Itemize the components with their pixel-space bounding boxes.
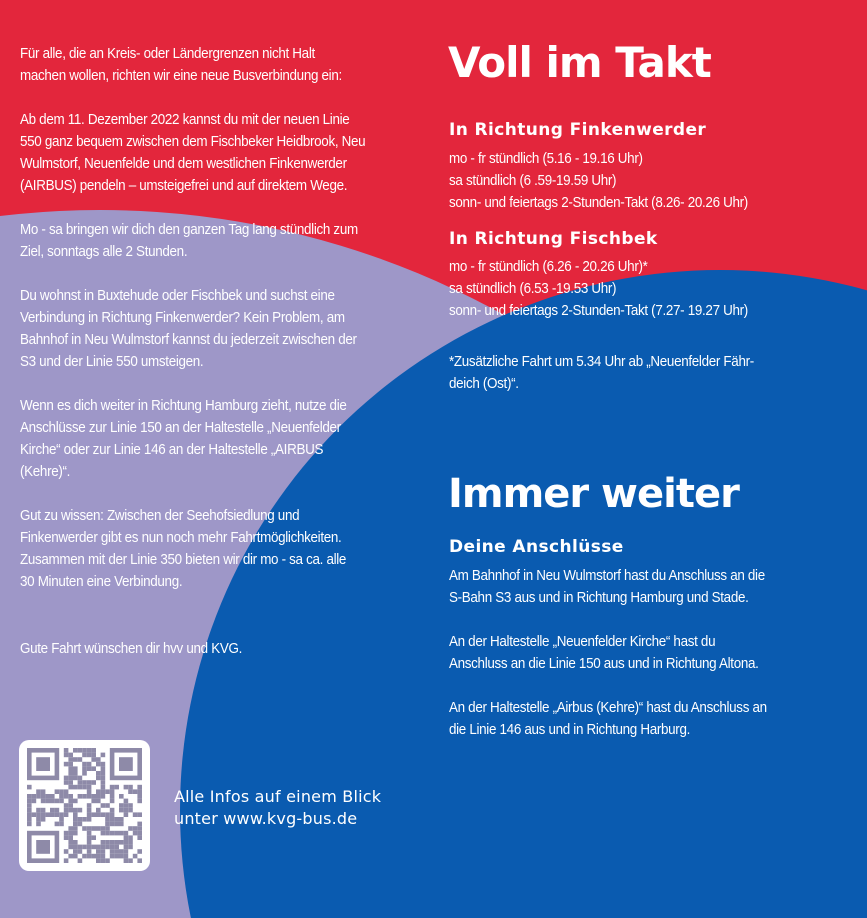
qr-module <box>110 812 115 817</box>
qr-module <box>87 840 92 845</box>
info-text: Alle Infos auf einem Blick unter www.kvg-bus.de <box>174 787 382 828</box>
qr-module <box>119 831 124 836</box>
qr-module <box>96 757 101 762</box>
qr-module <box>68 808 73 813</box>
qr-module <box>78 776 83 781</box>
qr-module <box>82 817 87 822</box>
qr-module <box>73 785 78 790</box>
qr-module <box>64 753 69 758</box>
intro-column <box>20 43 416 615</box>
qr-module <box>101 849 106 854</box>
qr-module <box>82 826 87 831</box>
qr-module <box>124 812 129 817</box>
qr-module <box>82 854 87 859</box>
qr-module <box>64 803 69 808</box>
qr-module <box>101 803 106 808</box>
qr-module <box>64 808 69 813</box>
qr-module <box>101 776 106 781</box>
qr-module <box>41 817 46 822</box>
qr-module <box>27 785 32 790</box>
qr-module <box>114 817 119 822</box>
direction-finkenwerder-heading: In Richtung Finkenwerder <box>449 120 707 140</box>
qr-module <box>36 822 41 827</box>
qr-module <box>68 845 73 850</box>
qr-module <box>59 812 64 817</box>
qr-module <box>64 849 69 854</box>
connections-heading: Deine Anschlüsse <box>449 537 624 557</box>
qr-module <box>82 762 87 767</box>
qr-module <box>64 794 69 799</box>
qr-module <box>78 808 83 813</box>
qr-module <box>105 845 110 850</box>
qr-module <box>105 831 110 836</box>
qr-module <box>128 826 133 831</box>
qr-module <box>101 858 106 863</box>
qr-module <box>87 845 92 850</box>
qr-finder-core <box>119 757 133 771</box>
qr-module <box>128 789 133 794</box>
connections-text <box>449 565 845 763</box>
qr-module <box>101 785 106 790</box>
qr-module <box>68 840 73 845</box>
qr-module <box>50 794 55 799</box>
qr-module <box>55 808 60 813</box>
qr-module <box>36 794 41 799</box>
qr-module <box>110 822 115 827</box>
qr-module <box>64 789 69 794</box>
qr-module <box>50 812 55 817</box>
connection-paragraph-3: An der Haltestelle „Airbus (Kehre)“ hast du Anschluss an die Linie 146 aus und in Richtung Harburg. <box>449 700 767 738</box>
qr-module <box>91 794 96 799</box>
qr-module <box>137 822 142 827</box>
qr-module <box>137 785 142 790</box>
qr-module <box>124 849 129 854</box>
qr-module <box>91 854 96 859</box>
qr-module <box>128 808 133 813</box>
qr-module <box>101 854 106 859</box>
qr-module <box>137 789 142 794</box>
connection-paragraph-1: Am Bahnhof in Neu Wulmstorf hast du Anschluss an die S-Bahn S3 aus und in Richtung Hamburg und Stade. <box>449 568 765 606</box>
qr-module <box>73 845 78 850</box>
qr-module <box>68 831 73 836</box>
qr-module <box>124 803 129 808</box>
qr-module <box>124 845 129 850</box>
qr-module <box>78 785 83 790</box>
qr-module <box>27 808 32 813</box>
qr-module <box>114 831 119 836</box>
qr-module <box>110 840 115 845</box>
qr-module <box>128 840 133 845</box>
qr-module <box>50 799 55 804</box>
qr-module <box>64 776 69 781</box>
qr-module <box>137 794 142 799</box>
qr-module <box>105 789 110 794</box>
qr-module <box>68 799 73 804</box>
qr-module <box>119 849 124 854</box>
qr-module <box>96 826 101 831</box>
qr-module <box>68 776 73 781</box>
qr-module <box>128 845 133 850</box>
qr-module <box>73 812 78 817</box>
qr-module <box>55 812 60 817</box>
qr-module <box>82 845 87 850</box>
qr-module <box>101 845 106 850</box>
qr-module <box>137 835 142 840</box>
intro-paragraph-2: Ab dem 11. Dezember 2022 kannst du mit der neuen Linie 550 ganz bequem zwischen dem Fischbeker Heidbrook, Neu Wulmstorf, Neuenfelde und dem westlichen Finkenwerder (AIRBUS) pendeln – umsteigefrei und auf direktem Wege. <box>20 112 366 194</box>
qr-module <box>55 799 60 804</box>
qr-module <box>87 780 92 785</box>
qr-module <box>68 762 73 767</box>
qr-module <box>96 789 101 794</box>
qr-module <box>41 794 46 799</box>
direction-finkenwerder-times: mo - fr stündlich (5.16 - 19.16 Uhr) sa stündlich (6 .59-19.59 Uhr) sonn- und feiertags 2-Stunden-Takt (8.26- 20.26 Uhr) <box>449 151 748 211</box>
qr-module <box>128 835 133 840</box>
qr-module <box>36 789 41 794</box>
qr-module <box>73 766 78 771</box>
qr-module <box>119 854 124 859</box>
qr-finder-core <box>36 840 50 854</box>
qr-finder-core <box>36 757 50 771</box>
qr-module <box>68 835 73 840</box>
qr-module <box>68 803 73 808</box>
qr-module <box>73 849 78 854</box>
qr-module <box>68 757 73 762</box>
qr-module <box>110 794 115 799</box>
qr-module <box>119 840 124 845</box>
qr-module <box>73 840 78 845</box>
qr-module <box>96 808 101 813</box>
intro-paragraph-4: Du wohnst in Buxtehude oder Fischbek und suchst eine Verbindung in Richtung Finkenwerder? Kein Problem, am Bahnhof in Neu Wulmstorf kannst du jederzeit zwischen der S3 und der Linie 550 umsteigen. <box>20 288 357 370</box>
qr-code[interactable] <box>19 740 150 871</box>
qr-module <box>114 845 119 850</box>
qr-module <box>59 794 64 799</box>
qr-module <box>73 822 78 827</box>
qr-module <box>91 748 96 753</box>
qr-module <box>55 789 60 794</box>
qr-module <box>119 803 124 808</box>
qr-module <box>68 785 73 790</box>
qr-module <box>124 799 129 804</box>
qr-module <box>101 789 106 794</box>
qr-module <box>68 794 73 799</box>
qr-module <box>59 799 64 804</box>
qr-module <box>110 845 115 850</box>
qr-module <box>128 858 133 863</box>
qr-module <box>110 854 115 859</box>
qr-module <box>59 817 64 822</box>
qr-module <box>73 854 78 859</box>
qr-module <box>101 840 106 845</box>
qr-module <box>73 831 78 836</box>
qr-module <box>82 771 87 776</box>
qr-module <box>105 803 110 808</box>
qr-module <box>68 771 73 776</box>
qr-module <box>114 854 119 859</box>
qr-module <box>110 849 115 854</box>
qr-module <box>32 799 37 804</box>
qr-module <box>82 780 87 785</box>
qr-module <box>78 845 83 850</box>
qr-module <box>32 812 37 817</box>
qr-module <box>64 831 69 836</box>
qr-module <box>96 776 101 781</box>
qr-module <box>27 803 32 808</box>
qr-module <box>82 794 87 799</box>
qr-module <box>119 794 124 799</box>
qr-module <box>87 762 92 767</box>
qr-module <box>124 858 129 863</box>
intro-paragraph-3: Mo - sa bringen wir dich den ganzen Tag lang stündlich zum Ziel, sonntags alle 2 Stunden. <box>20 222 358 260</box>
qr-module <box>73 748 78 753</box>
qr-module <box>110 817 115 822</box>
qr-module <box>110 808 115 813</box>
qr-module <box>41 808 46 813</box>
qr-module <box>105 822 110 827</box>
qr-code-pattern <box>27 748 142 863</box>
qr-module <box>91 845 96 850</box>
qr-module <box>124 854 129 859</box>
qr-module <box>64 748 69 753</box>
intro-paragraph-6: Gut zu wissen: Zwischen der Seehofsiedlung und Finkenwerder gibt es nun noch mehr Fahrtmöglichkeiten. Zusammen mit der Linie 350 bieten wir dir mo - sa ca. alle 30 Minuten eine Verbindung. <box>20 508 347 590</box>
schedule-title: Voll im Takt <box>448 38 711 87</box>
qr-module <box>87 817 92 822</box>
qr-module <box>124 831 129 836</box>
connection-paragraph-2: An der Haltestelle „Neuenfelder Kirche“ hast du Anschluss an die Linie 150 aus und in Richtung Altona. <box>449 634 759 672</box>
qr-module <box>64 762 69 767</box>
qr-module <box>137 858 142 863</box>
qr-module <box>82 766 87 771</box>
qr-module <box>96 812 101 817</box>
qr-module <box>96 799 101 804</box>
qr-module <box>101 780 106 785</box>
qr-module <box>45 794 50 799</box>
qr-module <box>105 826 110 831</box>
qr-module <box>101 794 106 799</box>
qr-module <box>64 812 69 817</box>
qr-module <box>114 840 119 845</box>
qr-module <box>133 831 138 836</box>
qr-module <box>91 753 96 758</box>
qr-module <box>133 789 138 794</box>
qr-module <box>91 835 96 840</box>
qr-module <box>87 849 92 854</box>
qr-module <box>87 803 92 808</box>
qr-module <box>124 835 129 840</box>
qr-module <box>91 780 96 785</box>
qr-module <box>128 803 133 808</box>
qr-module <box>68 780 73 785</box>
qr-module <box>78 748 83 753</box>
qr-module <box>87 808 92 813</box>
qr-module <box>110 785 115 790</box>
qr-module <box>87 826 92 831</box>
qr-module <box>78 794 83 799</box>
qr-module <box>78 822 83 827</box>
qr-module <box>137 799 142 804</box>
connections-title: Immer weiter <box>448 471 739 517</box>
qr-module <box>78 780 83 785</box>
website-link[interactable]: unter www.kvg-bus.de <box>174 809 358 828</box>
qr-module <box>105 812 110 817</box>
qr-module <box>101 831 106 836</box>
qr-module <box>87 766 92 771</box>
qr-module <box>87 789 92 794</box>
qr-module <box>87 831 92 836</box>
qr-module <box>78 858 83 863</box>
qr-module <box>78 817 83 822</box>
qr-module <box>27 812 32 817</box>
qr-module <box>96 794 101 799</box>
qr-module <box>73 826 78 831</box>
qr-module <box>87 835 92 840</box>
qr-module <box>55 822 60 827</box>
qr-module <box>114 785 119 790</box>
qr-module <box>101 826 106 831</box>
qr-module <box>59 789 64 794</box>
qr-module <box>87 785 92 790</box>
qr-module <box>96 771 101 776</box>
qr-module <box>36 817 41 822</box>
qr-module <box>124 840 129 845</box>
qr-module <box>32 794 37 799</box>
qr-module <box>96 849 101 854</box>
qr-module <box>133 812 138 817</box>
qr-module <box>96 858 101 863</box>
qr-module <box>73 776 78 781</box>
qr-module <box>110 799 115 804</box>
qr-module <box>27 817 32 822</box>
qr-module <box>105 840 110 845</box>
qr-module <box>91 826 96 831</box>
intro-paragraph-1: Für alle, die an Kreis- oder Ländergrenzen nicht Halt machen wollen, richten wir eine neue Busverbindung ein: <box>20 46 342 84</box>
qr-module <box>96 845 101 850</box>
qr-module <box>68 854 73 859</box>
qr-module <box>124 808 129 813</box>
qr-module <box>87 748 92 753</box>
qr-module <box>87 753 92 758</box>
qr-module <box>96 854 101 859</box>
qr-module <box>133 826 138 831</box>
qr-module <box>87 812 92 817</box>
qr-module <box>87 794 92 799</box>
qr-module <box>45 799 50 804</box>
qr-module <box>73 757 78 762</box>
qr-module <box>87 854 92 859</box>
qr-module <box>133 854 138 859</box>
qr-module <box>73 817 78 822</box>
schedule-footnote: *Zusätzliche Fahrt um 5.34 Uhr ab „Neuenfelder Fähr- deich (Ost)“. <box>449 354 754 392</box>
qr-module <box>124 785 129 790</box>
qr-module <box>41 812 46 817</box>
qr-module <box>96 762 101 767</box>
qr-module <box>101 771 106 776</box>
qr-module <box>137 812 142 817</box>
qr-module <box>68 753 73 758</box>
closing-text: Gute Fahrt wünschen dir hvv und KVG. <box>20 641 242 657</box>
qr-module <box>73 808 78 813</box>
qr-module <box>114 849 119 854</box>
qr-module <box>105 858 110 863</box>
qr-module <box>78 849 83 854</box>
qr-module <box>101 762 106 767</box>
qr-module <box>59 822 64 827</box>
qr-module <box>73 799 78 804</box>
qr-module <box>27 822 32 827</box>
qr-module <box>137 831 142 836</box>
qr-module <box>91 799 96 804</box>
qr-module <box>27 794 32 799</box>
qr-module <box>64 835 69 840</box>
qr-module <box>82 785 87 790</box>
qr-module <box>119 808 124 813</box>
qr-module <box>101 753 106 758</box>
qr-module <box>64 858 69 863</box>
qr-module <box>45 812 50 817</box>
qr-module <box>110 831 115 836</box>
direction-fischbek-times: mo - fr stündlich (6.26 - 20.26 Uhr)* sa stündlich (6.53 -19.53 Uhr) sonn- und feiertags 2-Stunden-Takt (7.27- 19.27 Uhr) <box>449 259 748 319</box>
qr-module <box>41 799 46 804</box>
qr-module <box>36 812 41 817</box>
qr-module <box>68 826 73 831</box>
qr-module <box>73 771 78 776</box>
qr-module <box>82 748 87 753</box>
qr-module <box>119 817 124 822</box>
direction-fischbek-heading: In Richtung Fischbek <box>449 229 658 249</box>
qr-module <box>119 822 124 827</box>
qr-module <box>41 789 46 794</box>
qr-module <box>105 817 110 822</box>
qr-module <box>91 757 96 762</box>
qr-module <box>91 812 96 817</box>
qr-module <box>50 808 55 813</box>
qr-module <box>78 757 83 762</box>
qr-module <box>110 789 115 794</box>
qr-module <box>36 808 41 813</box>
qr-module <box>101 766 106 771</box>
qr-module <box>27 799 32 804</box>
qr-module <box>101 812 106 817</box>
qr-module <box>64 780 69 785</box>
qr-module <box>137 826 142 831</box>
intro-paragraph-5: Wenn es dich weiter in Richtung Hamburg zieht, nutze die Anschlüsse zur Linie 150 an der Haltestelle „Neuenfelder Kirche“ oder zur Linie 146 an der Haltestelle „AIRBUS (Kehre)“. <box>20 398 347 480</box>
qr-module <box>137 849 142 854</box>
qr-module <box>128 785 133 790</box>
qr-module <box>91 766 96 771</box>
qr-module <box>82 753 87 758</box>
qr-module <box>114 822 119 827</box>
qr-module <box>68 766 73 771</box>
